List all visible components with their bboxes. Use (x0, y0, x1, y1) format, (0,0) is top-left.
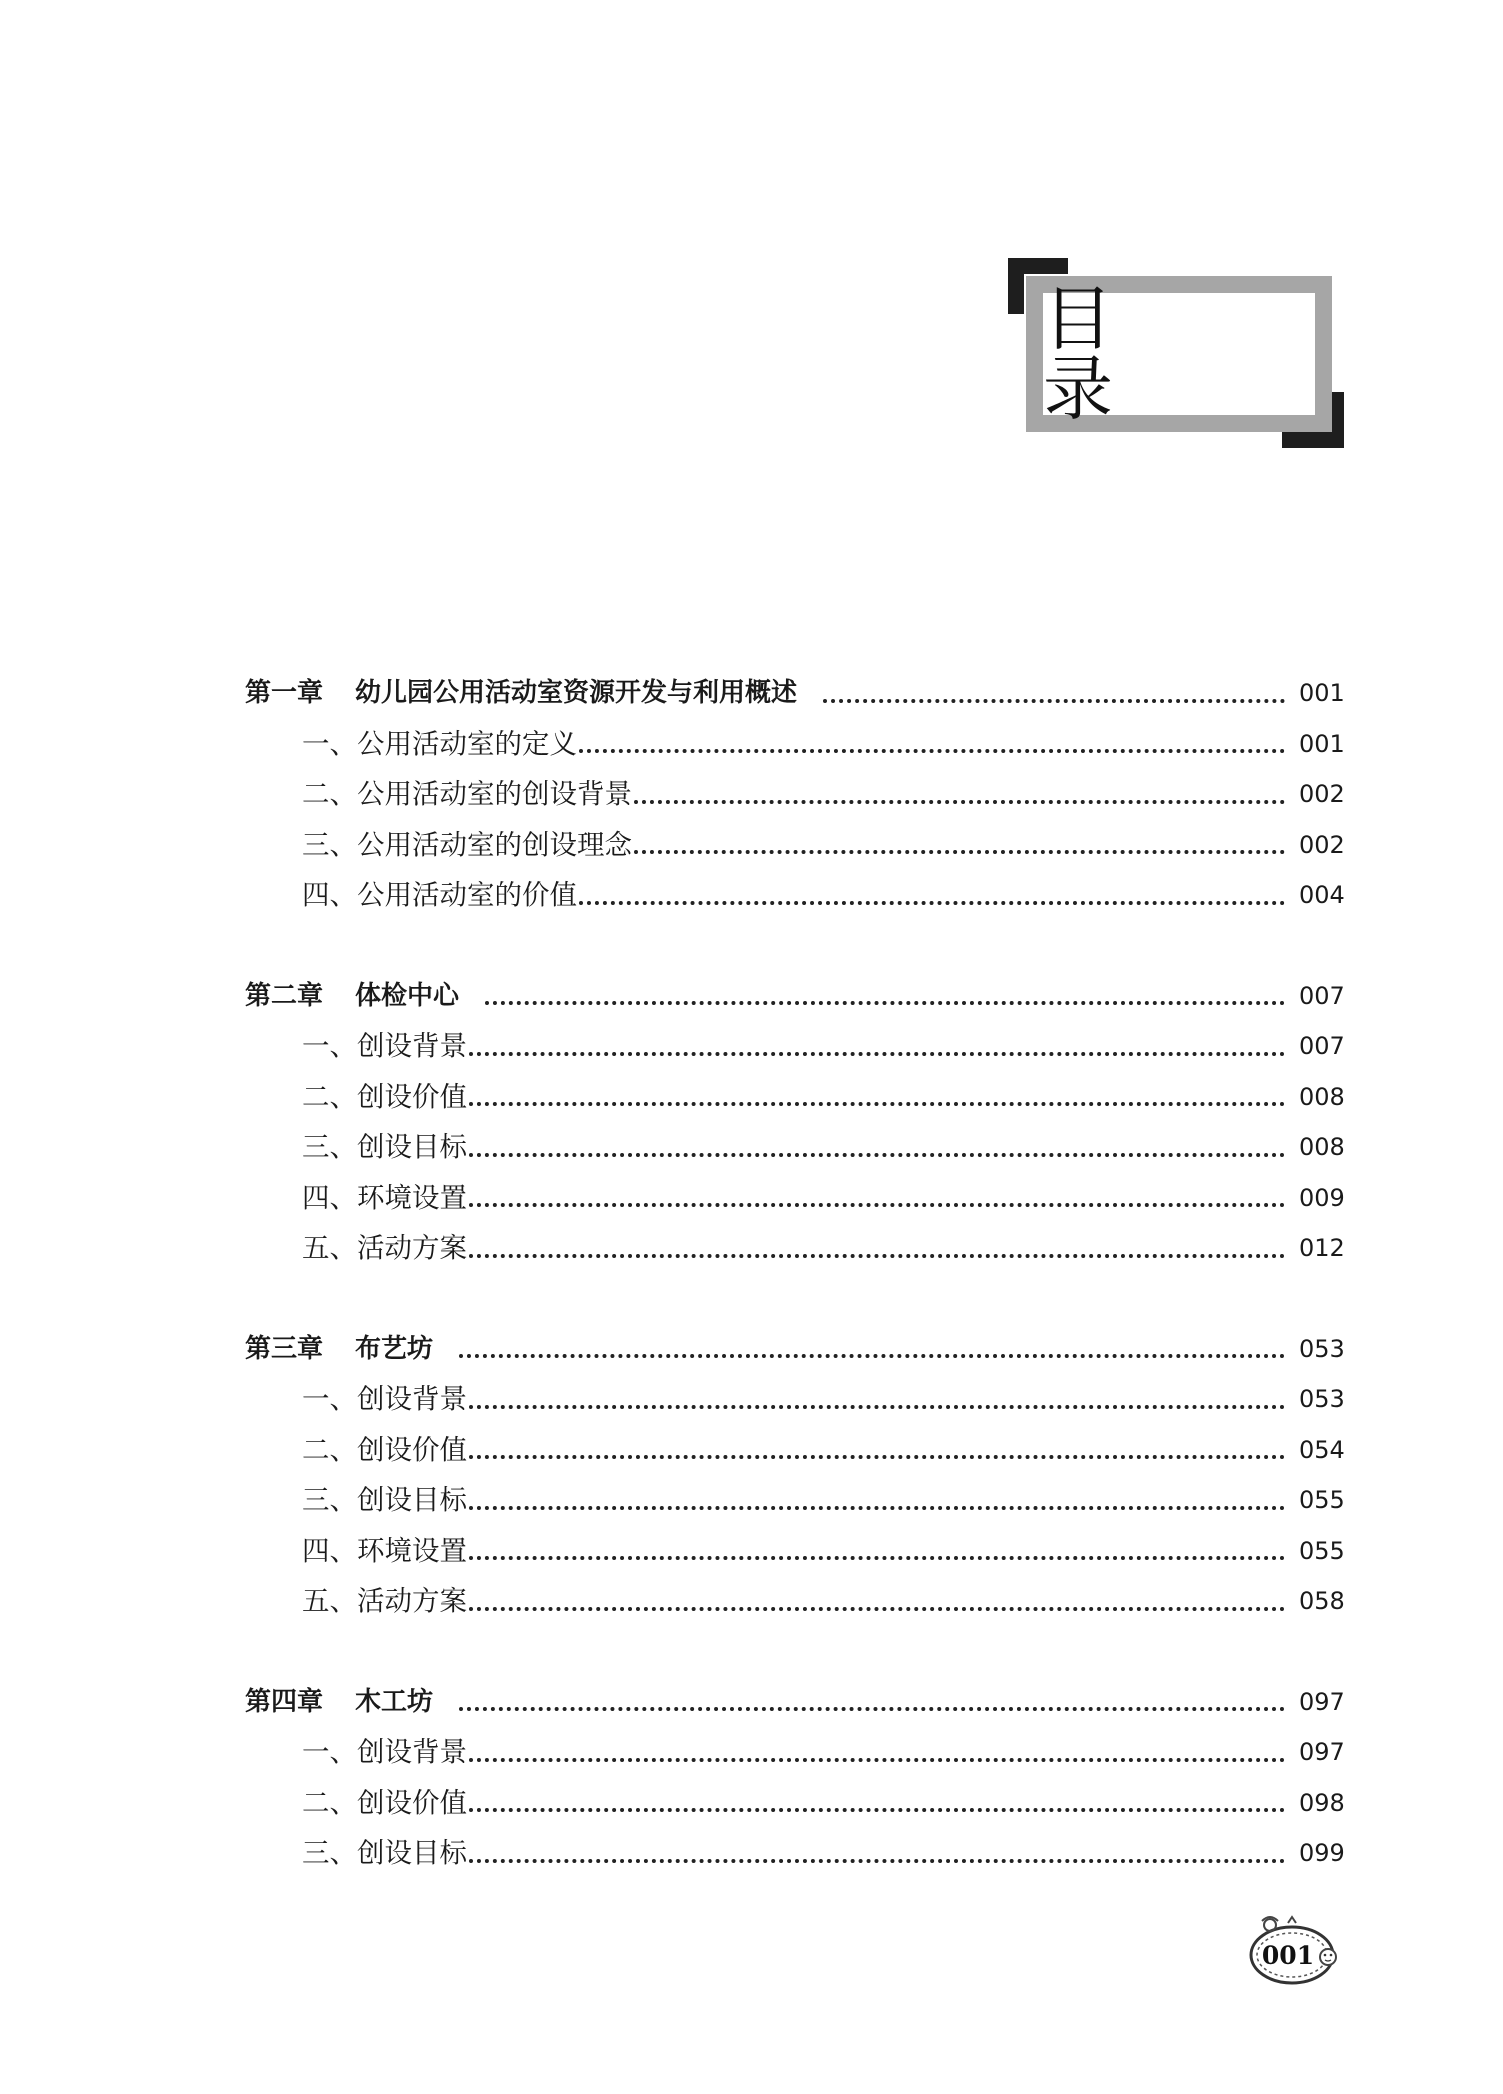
chapter-heading (245, 668, 797, 719)
section-title: 三、创设目标 (302, 1837, 467, 1869)
page-ref: 053 (1299, 1385, 1345, 1413)
chapter-number: 第二章 (245, 980, 324, 1011)
page-ref: 004 (1299, 881, 1345, 909)
section-title: 二、创设价值 (302, 1786, 467, 1819)
section-title: 一、创设背景 (302, 1383, 467, 1415)
section-title: 四、环境设置 (302, 1181, 467, 1214)
page-ref: 001 (1299, 729, 1345, 758)
page-ref: 097 (1299, 1738, 1345, 1766)
page-ref: 009 (1299, 1183, 1345, 1212)
section-title: 一、创设背景 (302, 1736, 467, 1768)
section-title: 二、公用活动室的创设背景 (302, 778, 632, 810)
page-title: 目 录 (1043, 278, 1363, 430)
chapter-heading (245, 971, 459, 1022)
chapter-heading (245, 1677, 433, 1728)
section-title: 四、公用活动室的价值 (302, 879, 577, 911)
page-ref: 055 (1299, 1536, 1345, 1565)
toc-section-row[interactable] (245, 1072, 1343, 1123)
dot-leader (469, 1758, 1285, 1762)
page-number: 001 (1261, 1941, 1315, 1970)
toc-chapter-row[interactable] (245, 668, 1343, 719)
toc-section-row[interactable] (245, 1526, 1343, 1577)
page-ref: 055 (1299, 1486, 1345, 1514)
dot-leader (469, 1254, 1285, 1258)
toc-section-row[interactable] (245, 870, 1343, 921)
toc-title-frame (1008, 258, 1363, 448)
page-ref: 007 (1299, 981, 1345, 1010)
dot-leader (634, 800, 1285, 804)
toc-section-row[interactable] (245, 1727, 1343, 1778)
page-ref: 008 (1299, 1082, 1345, 1111)
chapter-title: 幼儿园公用活动室资源开发与利用概述 (355, 678, 798, 708)
dot-leader (469, 1153, 1285, 1157)
toc-section-row[interactable] (245, 1425, 1343, 1476)
page-number-badge (1248, 1913, 1340, 1987)
page-ref: 053 (1299, 1334, 1345, 1363)
dot-leader (469, 1607, 1285, 1611)
toc-chapter (245, 668, 1343, 921)
toc-section-row[interactable] (245, 1122, 1343, 1173)
dot-leader (469, 1052, 1285, 1056)
dot-leader (469, 1203, 1285, 1207)
dot-leader (469, 1506, 1285, 1510)
chapter-title: 体检中心 (355, 980, 460, 1011)
page-ref: 001 (1299, 679, 1345, 707)
toc-section-row[interactable] (245, 820, 1343, 871)
page-ref: 058 (1299, 1587, 1345, 1615)
section-title: 二、创设价值 (302, 1080, 467, 1113)
dot-leader (469, 1455, 1285, 1459)
toc-section-row[interactable] (245, 1374, 1343, 1425)
dot-leader (469, 1808, 1285, 1812)
toc-chapter (245, 1324, 1343, 1627)
title-box (1026, 276, 1363, 432)
page-ref: 002 (1299, 780, 1345, 808)
dot-leader (579, 901, 1285, 905)
dot-leader (823, 699, 1285, 703)
toc-section-row[interactable] (245, 1173, 1343, 1224)
toc-section-row[interactable] (245, 1778, 1343, 1829)
cartoon-page-badge-icon (1248, 1913, 1340, 1987)
dot-leader (485, 1001, 1285, 1005)
toc-chapter (245, 971, 1343, 1274)
toc-chapter-row[interactable] (245, 1324, 1343, 1375)
chapter-heading (245, 1324, 433, 1375)
page-ref: 008 (1299, 1133, 1345, 1161)
dot-leader (469, 1405, 1285, 1409)
dot-leader (459, 1354, 1285, 1358)
page-ref: 007 (1299, 1032, 1345, 1060)
page-ref: 002 (1299, 830, 1345, 859)
section-title: 五、活动方案 (302, 1585, 467, 1617)
section-title: 一、创设背景 (302, 1030, 467, 1062)
toc-chapter-row[interactable] (245, 1677, 1343, 1728)
dot-leader (579, 749, 1285, 753)
toc-section-row[interactable] (245, 769, 1343, 820)
section-title: 三、创设目标 (302, 1484, 467, 1516)
chapter-title: 木工坊 (355, 1686, 434, 1717)
dot-leader (469, 1859, 1285, 1863)
toc-section-row[interactable] (245, 719, 1343, 770)
page-ref: 099 (1299, 1839, 1345, 1867)
toc-section-row[interactable] (245, 1576, 1343, 1627)
table-of-contents (245, 668, 1343, 1929)
page-ref: 054 (1299, 1435, 1345, 1464)
toc-section-row[interactable] (245, 1021, 1343, 1072)
section-title: 五、活动方案 (302, 1232, 467, 1264)
dot-leader (469, 1102, 1285, 1106)
toc-section-row[interactable] (245, 1223, 1343, 1274)
section-title: 三、创设目标 (302, 1131, 467, 1163)
toc-section-row[interactable] (245, 1828, 1343, 1879)
section-title: 三、公用活动室的创设理念 (302, 828, 632, 861)
chapter-number: 第三章 (245, 1333, 324, 1364)
toc-section-row[interactable] (245, 1475, 1343, 1526)
toc-chapter (245, 1677, 1343, 1879)
page-ref: 012 (1299, 1234, 1345, 1262)
chapter-number: 第四章 (245, 1686, 324, 1717)
page-ref: 098 (1299, 1788, 1345, 1817)
section-title: 一、公用活动室的定义 (302, 727, 577, 760)
dot-leader (459, 1707, 1285, 1711)
page-ref: 097 (1299, 1687, 1345, 1716)
chapter-number: 第一章 (245, 678, 324, 708)
toc-chapter-row[interactable] (245, 971, 1343, 1022)
dot-leader (634, 850, 1285, 854)
section-title: 二、创设价值 (302, 1433, 467, 1466)
chapter-title: 布艺坊 (355, 1333, 434, 1364)
section-title: 四、环境设置 (302, 1534, 467, 1567)
dot-leader (469, 1556, 1285, 1560)
